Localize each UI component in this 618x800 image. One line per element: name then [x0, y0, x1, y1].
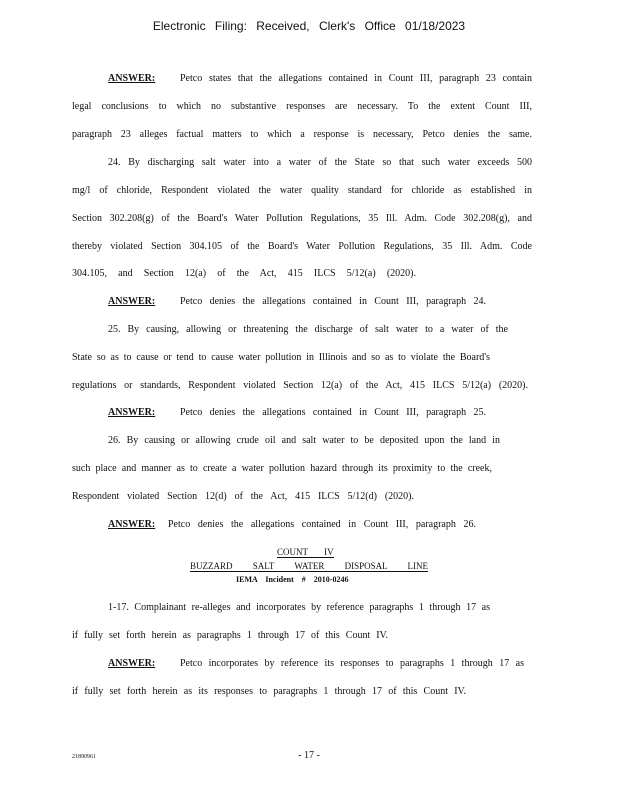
- answer-23-line-3: paragraph 23 alleges factual matters to which a response is necessary, Petco denies the same.: [72, 129, 532, 140]
- answer-label: ANSWER:: [108, 296, 156, 307]
- answer-23-line-1: Petco states that the allegations contained in Count III, paragraph 23 contain: [180, 73, 532, 84]
- answer-25-text: Petco denies the allegations contained in Count III, paragraph 25.: [180, 407, 486, 418]
- para-24-line-3: Section 302.208(g) of the Board's Water Pollution Regulations, 35 Ill. Adm. Code 302.208(g), and: [72, 213, 532, 224]
- answer-label: ANSWER:: [108, 407, 156, 418]
- para-1-17-line-1: 1-17. Complainant re-alleges and incorporates by reference paragraphs 1 through 17 as: [108, 602, 490, 613]
- answer-label: ANSWER:: [108, 519, 156, 530]
- answer-1-17-line-1: Petco incorporates by reference its responses to paragraphs 1 through 17 as: [180, 658, 524, 669]
- para-26-line-1: 26. By causing or allowing crude oil and salt water to be deposited upon the land in: [108, 435, 500, 446]
- para-25-line-1: 25. By causing, allowing or threatening the discharge of salt water to a water of the: [108, 324, 508, 335]
- answer-24-text: Petco denies the allegations contained in Count III, paragraph 24.: [180, 296, 486, 307]
- para-25-line-2: State so as to cause or tend to cause water pollution in Illinois and so as to violate the Board's: [72, 352, 490, 363]
- answer-label: ANSWER:: [108, 73, 156, 84]
- count-subtitle: BUZZARD SALT WATER DISPOSAL LINE: [190, 561, 428, 571]
- para-25-line-3: regulations or standards, Respondent violated Section 12(a) of the Act, 415 ILCS 5/12(a) (2020).: [72, 380, 528, 391]
- para-26-line-3: Respondent violated Section 12(d) of the Act, 415 ILCS 5/12(d) (2020).: [72, 491, 414, 502]
- para-26-line-2: such place and manner as to create a water pollution hazard through its proximity to the creek,: [72, 463, 492, 474]
- count-title: COUNT IV: [277, 547, 334, 557]
- count-incident: IEMA Incident # 2010-0246: [236, 575, 349, 584]
- filing-header: Electronic Filing: Received, Clerk's Office 01/18/2023: [152, 19, 466, 33]
- para-1-17-line-2: if fully set forth herein as paragraphs 1 through 17 of this Count IV.: [72, 630, 388, 641]
- answer-23-line-2: legal conclusions to which no substantive responses are necessary. To the extent Count III,: [72, 101, 532, 112]
- para-24-line-2: mg/l of chloride, Respondent violated the water quality standard for chloride as established in: [72, 185, 532, 196]
- para-24-line-1: 24. By discharging salt water into a water of the State so that such water exceeds 500: [108, 157, 532, 168]
- document-id: 21890961: [72, 754, 96, 760]
- answer-label: ANSWER:: [108, 658, 156, 669]
- para-24-line-4: thereby violated Section 304.105 of the Board's Water Pollution Regulations, 35 Ill. Adm. Code: [72, 241, 532, 252]
- page-number: - 17 -: [298, 750, 320, 761]
- answer-26-text: Petco denies the allegations contained in Count III, paragraph 26.: [168, 519, 476, 530]
- para-24-line-5: 304.105, and Section 12(a) of the Act, 415 ILCS 5/12(a) (2020).: [72, 268, 416, 279]
- answer-1-17-line-2: if fully set forth herein as its responses to paragraphs 1 through 17 of this Count IV.: [72, 686, 466, 697]
